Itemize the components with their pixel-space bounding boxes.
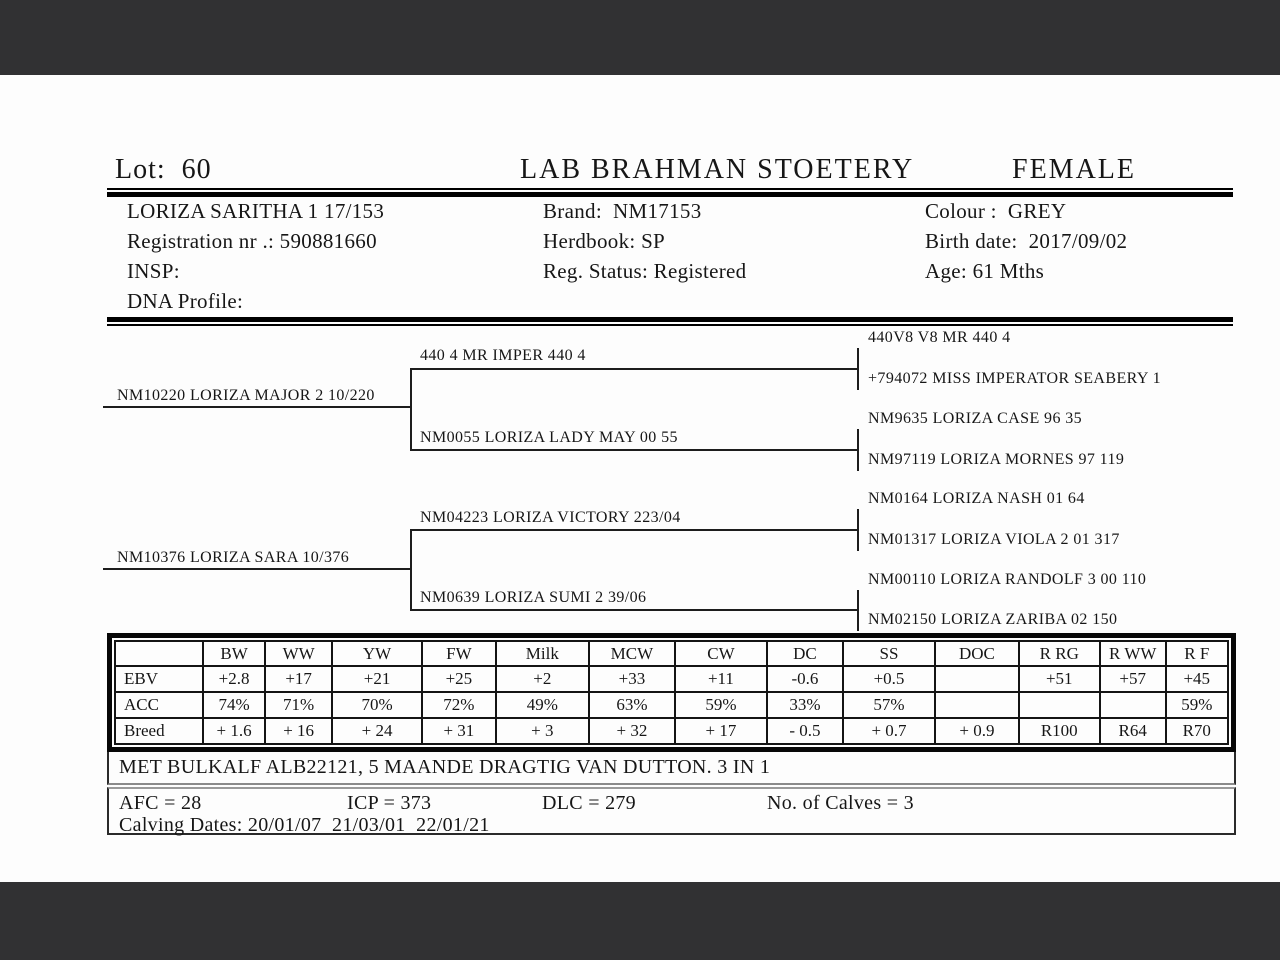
breed-cell: + 17: [675, 718, 767, 744]
pedigree-sire: NM10220 LORIZA MAJOR 2 10/220: [117, 387, 375, 404]
column-header-bw: BW: [203, 641, 265, 666]
breed-cell: + 3: [496, 718, 589, 744]
calving-dates: Calving Dates: 20/01/07 21/03/01 22/01/21: [119, 814, 490, 836]
ebv-table: [114, 640, 1229, 745]
dna-profile-label: DNA Profile:: [127, 289, 244, 313]
lot-number: Lot: 60: [115, 154, 212, 185]
pedigree-gen3-8: NM02150 LORIZA ZARIBA 02 150: [868, 611, 1118, 628]
header-rule: [107, 188, 1233, 197]
pregnancy-note: MET BULKALF ALB22121, 5 MAANDE DRAGTIG VAN DUTTON. 3 IN 1: [119, 756, 771, 778]
animal-name: LORIZA SARITHA 1 17/153: [127, 199, 385, 223]
bottom-letterbox-bar: [0, 882, 1280, 960]
breed-cell: + 0.9: [935, 718, 1018, 744]
ebv-cell: +2.8: [203, 666, 265, 692]
column-header-yw: YW: [332, 641, 422, 666]
row-label-acc: ACC: [115, 692, 203, 718]
pedigree-dam-dam: NM0639 LORIZA SUMI 2 39/06: [420, 589, 647, 606]
repro-stats-box: [107, 787, 1236, 835]
acc-cell: 72%: [422, 692, 495, 718]
column-header-dc: DC: [767, 641, 843, 666]
top-letterbox-bar: [0, 0, 1280, 75]
ebv-cell: -0.6: [767, 666, 843, 692]
ebv-row: [115, 666, 1228, 692]
row-label-breed: Breed: [115, 718, 203, 744]
acc-cell: 63%: [589, 692, 675, 718]
dlc-value: DLC = 279: [542, 792, 636, 814]
registration-number: Registration nr .: 590881660: [127, 229, 377, 253]
colour: Colour : GREY: [925, 199, 1067, 223]
document-title: LAB BRAHMAN STOETERY: [520, 154, 915, 185]
column-header-milk: Milk: [496, 641, 589, 666]
row-label-ebv: EBV: [115, 666, 203, 692]
acc-cell: 49%: [496, 692, 589, 718]
pedigree-line: [103, 568, 410, 570]
pedigree-line: [857, 590, 859, 631]
acc-cell: 59%: [675, 692, 767, 718]
insp-label: INSP:: [127, 259, 180, 283]
ebv-cell: +21: [332, 666, 422, 692]
calves-count: No. of Calves = 3: [767, 792, 914, 814]
breed-cell: R100: [1019, 718, 1100, 744]
breed-cell: - 0.5: [767, 718, 843, 744]
ebv-cell: +11: [675, 666, 767, 692]
ebv-cell: [935, 666, 1018, 692]
acc-cell: 71%: [265, 692, 332, 718]
pedigree-line: [410, 529, 412, 611]
pedigree-gen3-4: NM97119 LORIZA MORNES 97 119: [868, 451, 1125, 468]
ebv-header-row: [115, 641, 1228, 666]
pregnancy-note-box: [107, 752, 1236, 785]
brand: Brand: NM17153: [543, 199, 702, 223]
ebv-table-frame: [107, 633, 1236, 752]
breed-cell: + 1.6: [203, 718, 265, 744]
breed-cell: + 32: [589, 718, 675, 744]
pedigree-gen3-6: NM01317 LORIZA VIOLA 2 01 317: [868, 531, 1120, 548]
column-header-ww: WW: [265, 641, 332, 666]
ebv-cell: +51: [1019, 666, 1100, 692]
pedigree-gen3-7: NM00110 LORIZA RANDOLF 3 00 110: [868, 571, 1147, 588]
ebv-cell: +2: [496, 666, 589, 692]
pedigree-line: [857, 429, 859, 471]
ebv-cell: +45: [1166, 666, 1228, 692]
pedigree-line: [410, 609, 857, 611]
acc-cell: [1019, 692, 1100, 718]
ebv-cell: +57: [1100, 666, 1166, 692]
pedigree-gen3-3: NM9635 LORIZA CASE 96 35: [868, 410, 1083, 427]
breed-cell: + 0.7: [843, 718, 935, 744]
acc-cell: 57%: [843, 692, 935, 718]
pedigree-line: [410, 449, 857, 451]
acc-cell: [1100, 692, 1166, 718]
acc-cell: [935, 692, 1018, 718]
pedigree-line: [410, 529, 857, 531]
column-header-rrg: R RG: [1019, 641, 1100, 666]
pedigree-gen3-5: NM0164 LORIZA NASH 01 64: [868, 490, 1085, 507]
column-header-mcw: MCW: [589, 641, 675, 666]
info-rule: [107, 317, 1233, 326]
column-header-fw: FW: [422, 641, 495, 666]
ebv-cell: +25: [422, 666, 495, 692]
icp-value: ICP = 373: [347, 792, 432, 814]
pedigree-gen3-2: +794072 MISS IMPERATOR SEABERY 1: [868, 370, 1161, 387]
pedigree-sire-dam: NM0055 LORIZA LADY MAY 00 55: [420, 429, 678, 446]
column-header-doc: DOC: [935, 641, 1018, 666]
pedigree-gen3-1: 440V8 V8 MR 440 4: [868, 329, 1011, 346]
breed-cell: + 16: [265, 718, 332, 744]
breed-cell: + 24: [332, 718, 422, 744]
breed-cell: R70: [1166, 718, 1228, 744]
sex-label: FEMALE: [1012, 154, 1136, 185]
ebv-cell: +0.5: [843, 666, 935, 692]
birth-date: Birth date: 2017/09/02: [925, 229, 1128, 253]
age: Age: 61 Mths: [925, 259, 1045, 283]
acc-cell: 70%: [332, 692, 422, 718]
column-header-rww: R WW: [1100, 641, 1166, 666]
column-header-blank: [115, 641, 203, 666]
pedigree-line: [103, 406, 410, 408]
column-header-ss: SS: [843, 641, 935, 666]
pedigree-dam-sire: NM04223 LORIZA VICTORY 223/04: [420, 509, 681, 526]
pedigree-line: [410, 368, 857, 370]
pedigree-line: [857, 348, 859, 390]
acc-row: [115, 692, 1228, 718]
breed-row: [115, 718, 1228, 744]
column-header-rf: R F: [1166, 641, 1228, 666]
reg-status: Reg. Status: Registered: [543, 259, 747, 283]
pedigree-line: [410, 368, 412, 451]
breed-cell: + 31: [422, 718, 495, 744]
herdbook: Herdbook: SP: [543, 229, 666, 253]
column-header-cw: CW: [675, 641, 767, 666]
pedigree-line: [857, 509, 859, 551]
ebv-cell: +33: [589, 666, 675, 692]
breed-cell: R64: [1100, 718, 1166, 744]
acc-cell: 33%: [767, 692, 843, 718]
acc-cell: 74%: [203, 692, 265, 718]
pedigree-sire-sire: 440 4 MR IMPER 440 4: [420, 347, 586, 364]
acc-cell: 59%: [1166, 692, 1228, 718]
afc-value: AFC = 28: [119, 792, 202, 814]
pedigree-dam: NM10376 LORIZA SARA 10/376: [117, 549, 350, 566]
ebv-cell: +17: [265, 666, 332, 692]
